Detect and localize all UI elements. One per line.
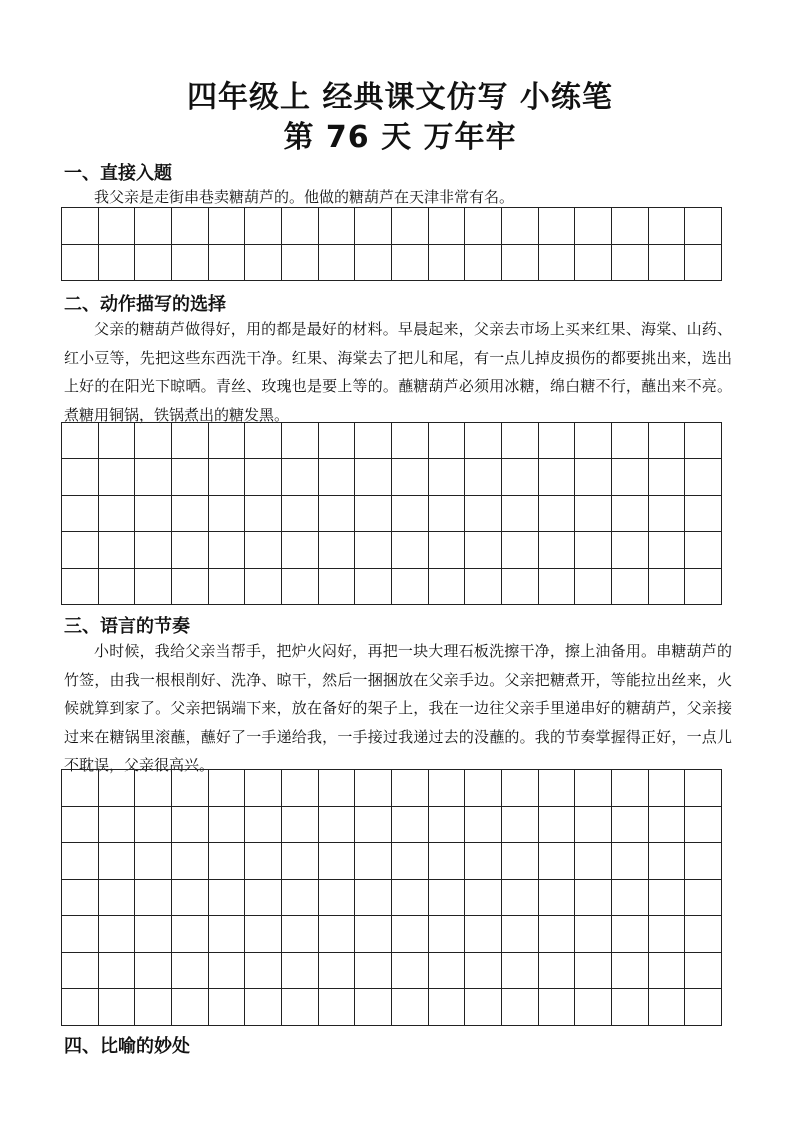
grid-cell[interactable]: [245, 496, 282, 532]
grid-cell[interactable]: [392, 208, 429, 245]
grid-cell[interactable]: [502, 459, 539, 495]
grid-cell[interactable]: [209, 770, 246, 807]
grid-cell[interactable]: [649, 569, 686, 605]
grid-cell[interactable]: [319, 807, 356, 844]
grid-cell[interactable]: [319, 989, 356, 1026]
grid-cell[interactable]: [465, 916, 502, 953]
grid-cell[interactable]: [392, 916, 429, 953]
grid-cell[interactable]: [465, 807, 502, 844]
grid-cell[interactable]: [172, 208, 209, 245]
grid-cell[interactable]: [62, 532, 99, 568]
grid-cell[interactable]: [575, 496, 612, 532]
grid-cell[interactable]: [685, 459, 722, 495]
grid-cell[interactable]: [429, 880, 466, 917]
grid-cell[interactable]: [135, 569, 172, 605]
grid-cell[interactable]: [392, 245, 429, 282]
grid-cell[interactable]: [502, 989, 539, 1026]
grid-cell[interactable]: [319, 953, 356, 990]
grid-cell[interactable]: [392, 989, 429, 1026]
grid-cell[interactable]: [319, 843, 356, 880]
grid-cell[interactable]: [282, 916, 319, 953]
grid-cell[interactable]: [502, 953, 539, 990]
grid-cell[interactable]: [649, 953, 686, 990]
grid-cell[interactable]: [429, 245, 466, 282]
grid-cell[interactable]: [355, 496, 392, 532]
grid-cell[interactable]: [649, 496, 686, 532]
grid-cell[interactable]: [355, 532, 392, 568]
grid-cell[interactable]: [135, 245, 172, 282]
grid-cell[interactable]: [465, 953, 502, 990]
grid-cell[interactable]: [209, 916, 246, 953]
grid-cell[interactable]: [319, 496, 356, 532]
grid-cell[interactable]: [429, 843, 466, 880]
grid-cell[interactable]: [649, 423, 686, 459]
grid-cell[interactable]: [539, 953, 576, 990]
grid-cell[interactable]: [502, 807, 539, 844]
grid-cell[interactable]: [319, 245, 356, 282]
grid-cell[interactable]: [392, 459, 429, 495]
grid-cell[interactable]: [539, 569, 576, 605]
grid-cell[interactable]: [62, 843, 99, 880]
grid-cell[interactable]: [135, 953, 172, 990]
grid-cell[interactable]: [392, 532, 429, 568]
grid-cell[interactable]: [99, 532, 136, 568]
grid-cell[interactable]: [99, 245, 136, 282]
grid-cell[interactable]: [172, 880, 209, 917]
grid-cell[interactable]: [209, 843, 246, 880]
grid-cell[interactable]: [99, 953, 136, 990]
grid-cell[interactable]: [465, 423, 502, 459]
grid-cell[interactable]: [612, 423, 649, 459]
grid-cell[interactable]: [612, 880, 649, 917]
grid-cell[interactable]: [355, 423, 392, 459]
grid-cell[interactable]: [209, 459, 246, 495]
grid-cell[interactable]: [575, 423, 612, 459]
grid-cell[interactable]: [355, 459, 392, 495]
grid-cell[interactable]: [539, 807, 576, 844]
grid-cell[interactable]: [685, 880, 722, 917]
grid-cell[interactable]: [502, 770, 539, 807]
grid-cell[interactable]: [429, 916, 466, 953]
grid-cell[interactable]: [612, 208, 649, 245]
grid-cell[interactable]: [355, 880, 392, 917]
grid-cell[interactable]: [245, 953, 282, 990]
grid-cell[interactable]: [245, 208, 282, 245]
grid-cell[interactable]: [62, 496, 99, 532]
section-passage: 小时候，我给父亲当帮手，把炉火闷好，再把一块大理石板洗擦干净，擦上油备用。串糖葫芦的竹签，由我一根根削好、洗净、晾干，然后一捆捆放在父亲手边。父亲把糖煮开，等能拉出丝来，火候就算到家了。父亲把锅端下来，放在备好的架子上，我在一边往父亲手里递串好的糖葫芦，父亲接过来在糖锅里滚蘸，蘸好了一手递给我，一手接过我递过去的没蘸的。我的节奏掌握得正好，一点儿不耽误，父亲很高兴。: [64, 642, 732, 774]
grid-cell[interactable]: [685, 208, 722, 245]
grid-cell[interactable]: [319, 770, 356, 807]
section-heading: 二、动作描写的选择: [64, 294, 226, 315]
grid-cell[interactable]: [575, 532, 612, 568]
grid-cell[interactable]: [282, 569, 319, 605]
grid-cell[interactable]: [245, 423, 282, 459]
grid-cell[interactable]: [465, 880, 502, 917]
grid-cell[interactable]: [502, 423, 539, 459]
grid-cell[interactable]: [99, 459, 136, 495]
writing-grid[interactable]: [61, 207, 722, 281]
grid-cell[interactable]: [429, 569, 466, 605]
grid-cell[interactable]: [429, 496, 466, 532]
grid-cell[interactable]: [465, 569, 502, 605]
grid-cell[interactable]: [99, 989, 136, 1026]
grid-cell[interactable]: [649, 880, 686, 917]
grid-cell[interactable]: [429, 989, 466, 1026]
grid-cell[interactable]: [172, 569, 209, 605]
grid-cell[interactable]: [502, 880, 539, 917]
grid-cell[interactable]: [135, 459, 172, 495]
grid-cell[interactable]: [135, 880, 172, 917]
grid-cell[interactable]: [282, 880, 319, 917]
grid-cell[interactable]: [612, 459, 649, 495]
grid-cell[interactable]: [355, 916, 392, 953]
section-heading: 三、语言的节奏: [64, 616, 190, 637]
grid-cell[interactable]: [612, 532, 649, 568]
grid-cell[interactable]: [685, 807, 722, 844]
grid-cell[interactable]: [282, 208, 319, 245]
grid-cell[interactable]: [282, 843, 319, 880]
grid-cell[interactable]: [319, 916, 356, 953]
grid-cell[interactable]: [209, 245, 246, 282]
grid-cell[interactable]: [392, 423, 429, 459]
grid-cell[interactable]: [539, 989, 576, 1026]
grid-cell[interactable]: [502, 532, 539, 568]
grid-cell[interactable]: [135, 916, 172, 953]
grid-cell[interactable]: [575, 459, 612, 495]
grid-cell[interactable]: [282, 989, 319, 1026]
grid-cell[interactable]: [209, 423, 246, 459]
grid-cell[interactable]: [612, 770, 649, 807]
grid-cell[interactable]: [392, 880, 429, 917]
grid-cell[interactable]: [539, 770, 576, 807]
grid-cell[interactable]: [465, 459, 502, 495]
grid-cell[interactable]: [62, 208, 99, 245]
grid-cell[interactable]: [392, 569, 429, 605]
grid-cell[interactable]: [502, 843, 539, 880]
grid-cell[interactable]: [612, 496, 649, 532]
grid-cell[interactable]: [355, 953, 392, 990]
grid-cell[interactable]: [685, 989, 722, 1026]
grid-cell[interactable]: [245, 770, 282, 807]
grid-cell[interactable]: [649, 843, 686, 880]
grid-cell[interactable]: [502, 496, 539, 532]
grid-cell[interactable]: [429, 423, 466, 459]
grid-cell[interactable]: [99, 843, 136, 880]
grid-cell[interactable]: [245, 916, 282, 953]
grid-cell[interactable]: [612, 989, 649, 1026]
grid-cell[interactable]: [135, 208, 172, 245]
section-heading: 四、比喻的妙处: [64, 1036, 190, 1057]
writing-grid[interactable]: [61, 422, 722, 605]
grid-cell[interactable]: [355, 807, 392, 844]
grid-cell[interactable]: [209, 532, 246, 568]
grid-cell[interactable]: [99, 208, 136, 245]
grid-cell[interactable]: [319, 880, 356, 917]
grid-cell[interactable]: [209, 569, 246, 605]
grid-cell[interactable]: [172, 953, 209, 990]
grid-cell[interactable]: [685, 843, 722, 880]
grid-cell[interactable]: [465, 245, 502, 282]
grid-cell[interactable]: [539, 423, 576, 459]
grid-cell[interactable]: [172, 843, 209, 880]
grid-cell[interactable]: [135, 843, 172, 880]
grid-cell[interactable]: [99, 423, 136, 459]
grid-cell[interactable]: [319, 569, 356, 605]
grid-cell[interactable]: [245, 880, 282, 917]
grid-cell[interactable]: [99, 569, 136, 605]
grid-cell[interactable]: [99, 807, 136, 844]
grid-cell[interactable]: [172, 532, 209, 568]
grid-cell[interactable]: [465, 770, 502, 807]
grid-cell[interactable]: [172, 245, 209, 282]
worksheet-title: 四年级上 经典课文仿写 小练笔: [187, 80, 613, 115]
grid-cell[interactable]: [575, 245, 612, 282]
grid-cell[interactable]: [685, 496, 722, 532]
grid-cell[interactable]: [172, 770, 209, 807]
grid-cell[interactable]: [282, 770, 319, 807]
grid-cell[interactable]: [575, 770, 612, 807]
grid-cell[interactable]: [649, 807, 686, 844]
grid-cell[interactable]: [99, 880, 136, 917]
grid-cell[interactable]: [649, 245, 686, 282]
grid-cell[interactable]: [429, 953, 466, 990]
grid-cell[interactable]: [685, 770, 722, 807]
grid-cell[interactable]: [465, 532, 502, 568]
grid-cell[interactable]: [649, 989, 686, 1026]
grid-cell[interactable]: [355, 989, 392, 1026]
grid-cell[interactable]: [245, 989, 282, 1026]
grid-cell[interactable]: [502, 916, 539, 953]
grid-cell[interactable]: [612, 807, 649, 844]
grid-cell[interactable]: [245, 245, 282, 282]
grid-cell[interactable]: [355, 770, 392, 807]
grid-cell[interactable]: [245, 532, 282, 568]
grid-cell[interactable]: [282, 532, 319, 568]
grid-cell[interactable]: [649, 208, 686, 245]
grid-cell[interactable]: [465, 843, 502, 880]
grid-cell[interactable]: [209, 807, 246, 844]
grid-cell[interactable]: [319, 459, 356, 495]
grid-cell[interactable]: [539, 880, 576, 917]
grid-cell[interactable]: [319, 423, 356, 459]
grid-cell[interactable]: [209, 496, 246, 532]
grid-cell[interactable]: [319, 208, 356, 245]
grid-cell[interactable]: [62, 423, 99, 459]
grid-cell[interactable]: [135, 496, 172, 532]
grid-cell[interactable]: [172, 807, 209, 844]
grid-cell[interactable]: [209, 880, 246, 917]
grid-cell[interactable]: [355, 245, 392, 282]
grid-cell[interactable]: [612, 916, 649, 953]
grid-cell[interactable]: [685, 532, 722, 568]
grid-cell[interactable]: [245, 569, 282, 605]
grid-cell[interactable]: [575, 569, 612, 605]
grid-cell[interactable]: [62, 459, 99, 495]
grid-cell[interactable]: [209, 208, 246, 245]
grid-cell[interactable]: [99, 770, 136, 807]
grid-cell[interactable]: [135, 989, 172, 1026]
grid-cell[interactable]: [172, 496, 209, 532]
grid-cell[interactable]: [575, 989, 612, 1026]
grid-cell[interactable]: [62, 916, 99, 953]
grid-cell[interactable]: [245, 843, 282, 880]
grid-cell[interactable]: [209, 953, 246, 990]
grid-cell[interactable]: [319, 532, 356, 568]
grid-cell[interactable]: [392, 953, 429, 990]
grid-cell[interactable]: [539, 496, 576, 532]
grid-cell[interactable]: [465, 496, 502, 532]
grid-cell[interactable]: [612, 843, 649, 880]
grid-cell[interactable]: [685, 245, 722, 282]
grid-cell[interactable]: [685, 953, 722, 990]
section-passage: 我父亲是走街串巷卖糖葫芦的。他做的糖葫芦在天津非常有名。: [94, 188, 515, 206]
grid-cell[interactable]: [392, 770, 429, 807]
grid-cell[interactable]: [282, 807, 319, 844]
grid-cell[interactable]: [575, 807, 612, 844]
grid-cell[interactable]: [502, 245, 539, 282]
grid-cell[interactable]: [539, 245, 576, 282]
grid-cell[interactable]: [575, 916, 612, 953]
grid-cell[interactable]: [392, 843, 429, 880]
grid-cell[interactable]: [612, 245, 649, 282]
grid-cell[interactable]: [245, 807, 282, 844]
grid-cell[interactable]: [429, 532, 466, 568]
grid-cell[interactable]: [649, 459, 686, 495]
grid-cell[interactable]: [135, 423, 172, 459]
section-heading: 一、直接入题: [64, 163, 172, 184]
grid-cell[interactable]: [62, 953, 99, 990]
grid-cell[interactable]: [575, 880, 612, 917]
grid-cell[interactable]: [209, 989, 246, 1026]
grid-cell[interactable]: [392, 807, 429, 844]
lesson-title: 第 76 天 万年牢: [283, 120, 517, 155]
grid-cell[interactable]: [649, 916, 686, 953]
grid-cell[interactable]: [135, 532, 172, 568]
grid-cell[interactable]: [649, 770, 686, 807]
grid-cell[interactable]: [502, 208, 539, 245]
grid-cell[interactable]: [282, 423, 319, 459]
grid-cell[interactable]: [575, 953, 612, 990]
grid-cell[interactable]: [539, 843, 576, 880]
grid-cell[interactable]: [539, 532, 576, 568]
grid-cell[interactable]: [612, 569, 649, 605]
grid-cell[interactable]: [429, 770, 466, 807]
grid-cell[interactable]: [429, 459, 466, 495]
grid-cell[interactable]: [539, 459, 576, 495]
grid-cell[interactable]: [135, 807, 172, 844]
grid-cell[interactable]: [172, 423, 209, 459]
grid-cell[interactable]: [62, 569, 99, 605]
grid-cell[interactable]: [649, 532, 686, 568]
grid-cell[interactable]: [575, 208, 612, 245]
grid-cell[interactable]: [99, 496, 136, 532]
grid-cell[interactable]: [172, 989, 209, 1026]
grid-cell[interactable]: [429, 807, 466, 844]
grid-cell[interactable]: [685, 423, 722, 459]
grid-cell[interactable]: [282, 953, 319, 990]
grid-cell[interactable]: [135, 770, 172, 807]
grid-cell[interactable]: [172, 459, 209, 495]
grid-cell[interactable]: [685, 569, 722, 605]
section-passage: 父亲的糖葫芦做得好，用的都是最好的材料。早晨起来，父亲去市场上买来红果、海棠、山药、红小豆等，先把这些东西洗干净。红果、海棠去了把儿和尾，有一点儿掉皮损伤的都要挑出来，选出上好的在阳光下晾晒。青丝、玫瑰也是要上等的。蘸糖葫芦必须用冰糖，绵白糖不行，蘸出来不亮。煮糖用铜锅，铁锅煮出的糖发黑。: [64, 320, 732, 424]
grid-cell[interactable]: [539, 916, 576, 953]
grid-cell[interactable]: [392, 496, 429, 532]
grid-cell[interactable]: [539, 208, 576, 245]
grid-cell[interactable]: [245, 459, 282, 495]
grid-cell[interactable]: [99, 916, 136, 953]
grid-cell[interactable]: [465, 208, 502, 245]
grid-cell[interactable]: [172, 916, 209, 953]
grid-cell[interactable]: [612, 953, 649, 990]
grid-cell[interactable]: [502, 569, 539, 605]
grid-cell[interactable]: [575, 843, 612, 880]
grid-cell[interactable]: [282, 496, 319, 532]
grid-cell[interactable]: [62, 989, 99, 1026]
grid-cell[interactable]: [429, 208, 466, 245]
writing-grid[interactable]: [61, 769, 722, 1026]
grid-cell[interactable]: [282, 245, 319, 282]
grid-cell[interactable]: [685, 916, 722, 953]
grid-cell[interactable]: [355, 843, 392, 880]
grid-cell[interactable]: [355, 569, 392, 605]
grid-cell[interactable]: [62, 880, 99, 917]
grid-cell[interactable]: [282, 459, 319, 495]
grid-cell[interactable]: [62, 807, 99, 844]
grid-cell[interactable]: [355, 208, 392, 245]
grid-cell[interactable]: [62, 770, 99, 807]
grid-cell[interactable]: [62, 245, 99, 282]
grid-cell[interactable]: [465, 989, 502, 1026]
